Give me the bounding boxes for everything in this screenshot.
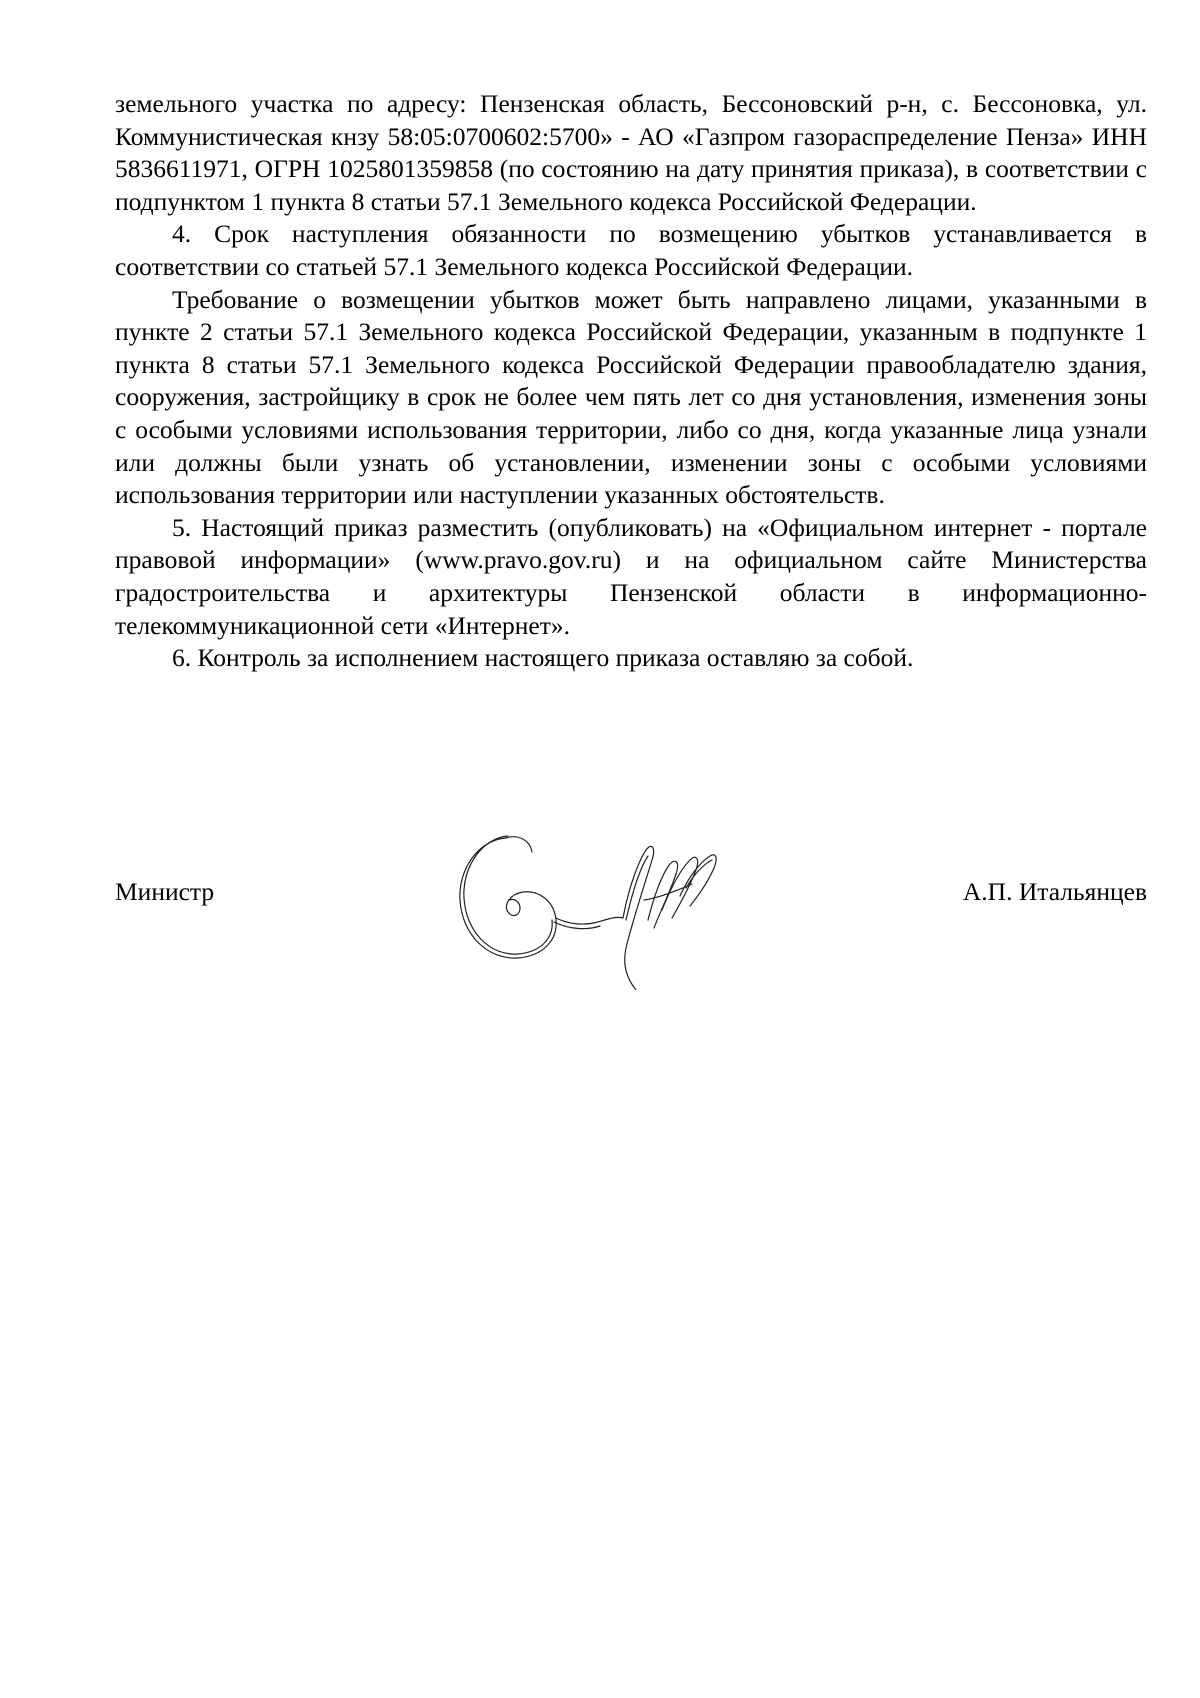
signer-name: А.П. Итальянцев bbox=[962, 877, 1147, 906]
paragraph-item-5: 5. Настоящий приказ разместить (опубликовать) на «Официальном интернет - портале правовой информации» (www.pravo.gov.ru) и на официальном сайте Министерства градостроительства и архитектуры Пензенской области в информационно-телекоммуникационной сети «Интернет». bbox=[115, 512, 1147, 640]
paragraph-item-6: 6. Контроль за исполнением настоящего приказа оставляю за собой. bbox=[172, 643, 914, 673]
signer-position: Министр bbox=[115, 877, 215, 906]
paragraph-item-4: 4. Срок наступления обязанности по возмещению убытков устанавливается в соответствии со статьей 57.1 Земельного кодекса Российской Федерации. bbox=[115, 219, 1147, 281]
document-body bbox=[115, 88, 1147, 675]
paragraph-land-plot: земельного участка по адресу: Пензенская область, Бессоновский р-н, с. Бессоновка, ул. Коммунистическая кнзу 58:05:0700602:5700» - АО «Газпром газораспределение Пенза» ИНН 5836611971, ОГРН 1025801359858 (по состоянию на дату принятия приказа), в соответствии с подпунктом 1 пункта 8 статьи 57.1 Земельного кодекса Российской Федерации. bbox=[115, 89, 1147, 216]
signature-row bbox=[115, 876, 1147, 916]
paragraph-damages-claim: Требование о возмещении убытков может быть направлено лицами, указанными в пункте 2 статьи 57.1 Земельного кодекса Российской Федерации, указанным в подпункте 1 пункта 8 статьи 57.1 Земельного кодекса Российской Федерации правообладателю здания, сооружения, застройщику в срок не более чем пять лет со дня установления, изменения зоны с особыми условиями использования территории, либо со дня, когда указанные лица узнали или должны были узнать об установлении, изменении зоны с особыми условиями использования территории или наступлении указанных обстоятельств. bbox=[115, 284, 1147, 510]
